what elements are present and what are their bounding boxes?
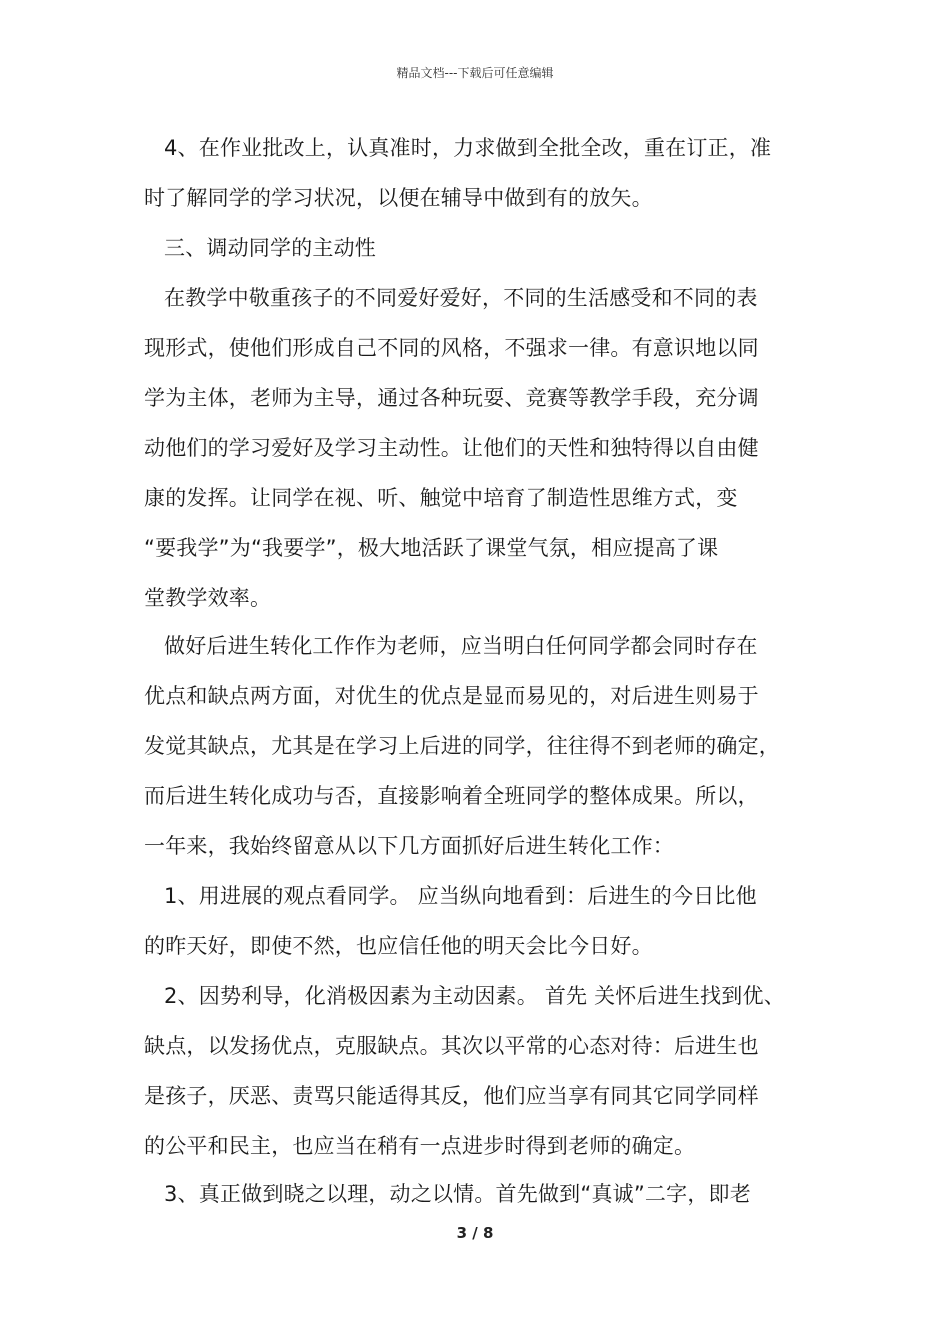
paragraph-line: 1、用进展的观点看同学。 应当纵向地看到：后进生的今日比他 [164,884,757,908]
paragraph-line: 缺点，以发扬优点，克服缺点。其次以平常的心态对待：后进生也 [144,1034,759,1058]
paragraph-line: 而后进生转化成功与否，直接影响着全班同学的整体成果。所以， [144,784,759,808]
paragraph-line: 动他们的学习爱好及学习主动性。让他们的天性和独特得以自由健 [144,436,759,460]
paragraph-line: 做好后进生转化工作作为老师，应当明白任何同学都会同时存在 [164,634,758,658]
paragraph-line: 学为主体，老师为主导，通过各种玩耍、竞赛等教学手段，充分调 [144,386,759,410]
paragraph-line: 的昨天好，即使不然，也应信任他的明天会比今日好。 [144,934,653,958]
paragraph-line: 是孩子，厌恶、责骂只能适得其反，他们应当享有同其它同学同样 [144,1084,759,1108]
paragraph-line: 现形式，使他们形成自己不同的风格，不强求一律。有意识地以同 [144,336,759,360]
page-header: 精品文档---下载后可任意编辑 [396,66,554,80]
paragraph-line: 2、因势利导，化消极因素为主动因素。 首先 关怀后进生找到优、 [164,984,785,1008]
paragraph-line: 的公平和民主，也应当在稍有一点进步时得到老师的确定。 [144,1134,696,1158]
paragraph-line: 优点和缺点两方面，对优生的优点是显而易见的，对后进生则易于 [144,684,759,708]
paragraph-line: 堂教学效率。 [144,586,272,610]
section-heading: 三、调动同学的主动性 [164,236,376,260]
paragraph-line: 3、真正做到晓之以理，动之以情。首先做到“真诚”二字，即老 [164,1182,751,1206]
paragraph-line: 在教学中敬重孩子的不同爱好爱好，不同的生活感受和不同的表 [164,286,758,310]
page-number: 3 / 8 [456,1224,494,1242]
paragraph-line: 发觉其缺点，尤其是在学习上后进的同学，往往得不到老师的确定， [144,734,780,758]
paragraph-line: 4、在作业批改上，认真准时，力求做到全批全改，重在订正，准 [164,136,772,160]
paragraph-line: 康的发挥。让同学在视、听、触觉中培育了制造性思维方式，变 [144,486,738,510]
paragraph-line: “要我学”为“我要学”，极大地活跃了课堂气氛，相应提高了课 [144,536,719,560]
paragraph-line: 一年来，我始终留意从以下几方面抓好后进生转化工作： [144,834,674,858]
paragraph-line: 时了解同学的学习状况，以便在辅导中做到有的放矢。 [144,186,653,210]
